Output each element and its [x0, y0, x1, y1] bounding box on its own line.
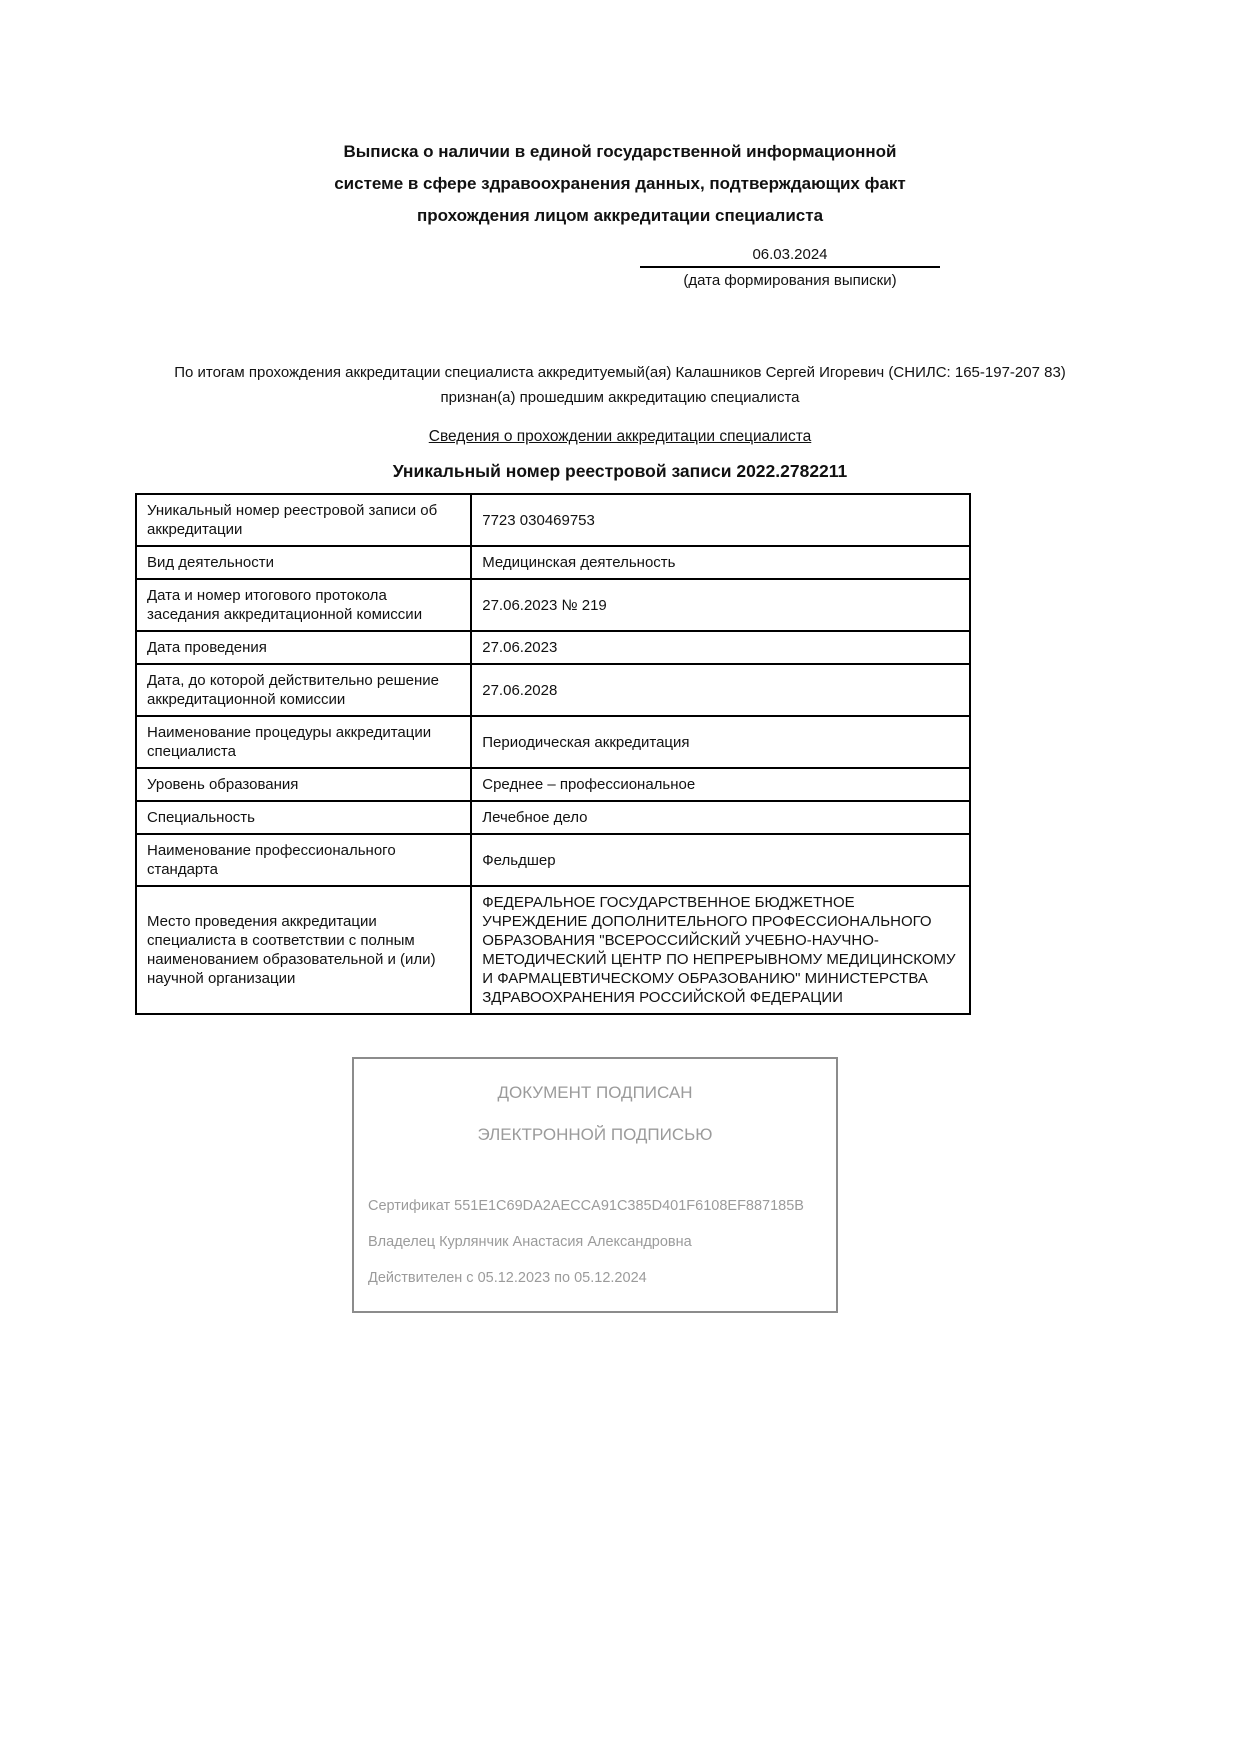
table-row-value: 27.06.2028: [471, 664, 970, 716]
intro-paragraph: По итогам прохождения аккредитации специалиста аккредитуемый(ая) Калашников Сергей Игоревич (СНИЛС: 165-197-207 83) признан(а) прошедшим аккредитацию специалиста: [174, 364, 1066, 406]
signature-certificate: Сертификат 551E1C69DA2AECCA91C385D401F6108EF887185B: [368, 1198, 804, 1214]
signature-validity: Действителен с 05.12.2023 по 05.12.2024: [368, 1270, 647, 1286]
table-row: [136, 716, 970, 768]
table-row: [136, 886, 970, 1014]
table-row: [136, 494, 970, 546]
table-row-value: ФЕДЕРАЛЬНОЕ ГОСУДАРСТВЕННОЕ БЮДЖЕТНОЕ УЧРЕЖДЕНИЕ ДОПОЛНИТЕЛЬНОГО ПРОФЕССИОНАЛЬНОГО ОБРАЗОВАНИЯ "ВСЕРОССИЙСКИЙ УЧЕБНО-НАУЧНО-МЕТОДИЧЕСКИЙ ЦЕНТР ПО НЕПРЕРЫВНОМУ МЕДИЦИНСКОМУ И ФАРМАЦЕВТИЧЕСКОМУ ОБРАЗОВАНИЮ" МИНИСТЕРСТВА ЗДРАВООХРАНЕНИЯ РОССИЙСКОЙ ФЕДЕРАЦИИ: [471, 886, 970, 1014]
table-row-label: Наименование профессионального стандарта: [136, 834, 471, 886]
table-row: [136, 834, 970, 886]
formation-date-caption: (дата формирования выписки): [683, 272, 897, 289]
document-title-line-3: прохождения лицом аккредитации специалиста: [416, 206, 824, 225]
table-row: [136, 801, 970, 834]
table-row-label: Дата проведения: [136, 631, 471, 664]
accreditation-table: [135, 493, 971, 1015]
section-heading: Сведения о прохождении аккредитации специалиста: [428, 428, 812, 445]
table-row-label: Уровень образования: [136, 768, 471, 801]
table-row-label: Специальность: [136, 801, 471, 834]
signature-heading-line-2: ЭЛЕКТРОННОЙ ПОДПИСЬЮ: [477, 1125, 713, 1144]
table-row-value: 7723 030469753: [471, 494, 970, 546]
table-row-label: Дата и номер итогового протокола заседания аккредитационной комиссии: [136, 579, 471, 631]
table-row-value: 27.06.2023: [471, 631, 970, 664]
table-row-label: Место проведения аккредитации специалиста в соответствии с полным наименованием образовательной и (или) научной организации: [136, 886, 471, 1014]
table-row-value: Периодическая аккредитация: [471, 716, 970, 768]
table-row-label: Дата, до которой действительно решение аккредитационной комиссии: [136, 664, 471, 716]
document-title-line-2: системе в сфере здравоохранения данных, подтверждающих факт: [334, 174, 906, 193]
table-row-value: Фельдшер: [471, 834, 970, 886]
table-row-value: 27.06.2023 № 219: [471, 579, 970, 631]
registry-number-heading: Уникальный номер реестровой записи 2022.2782211: [392, 461, 848, 481]
table-row: [136, 768, 970, 801]
document-title-line-1: Выписка о наличии в единой государственной информационной: [343, 142, 897, 161]
table-row-label: Вид деятельности: [136, 546, 471, 579]
table-row-value: Среднее – профессиональное: [471, 768, 970, 801]
table-row: [136, 664, 970, 716]
signature-owner: Владелец Курлянчик Анастасия Александровна: [368, 1234, 692, 1250]
signature-heading-line-1: ДОКУМЕНТ ПОДПИСАН: [497, 1083, 693, 1102]
table-row: [136, 546, 970, 579]
document-title: [0, 0, 1240, 232]
formation-date-value: 06.03.2024: [640, 246, 940, 268]
table-row-label: Наименование процедуры аккредитации специалиста: [136, 716, 471, 768]
formation-date-block: [640, 246, 940, 290]
table-row: [136, 631, 970, 664]
electronic-signature-stamp: [352, 1057, 838, 1313]
table-row: [136, 579, 970, 631]
table-row-label: Уникальный номер реестровой записи об аккредитации: [136, 494, 471, 546]
table-row-value: Лечебное дело: [471, 801, 970, 834]
table-row-value: Медицинская деятельность: [471, 546, 970, 579]
